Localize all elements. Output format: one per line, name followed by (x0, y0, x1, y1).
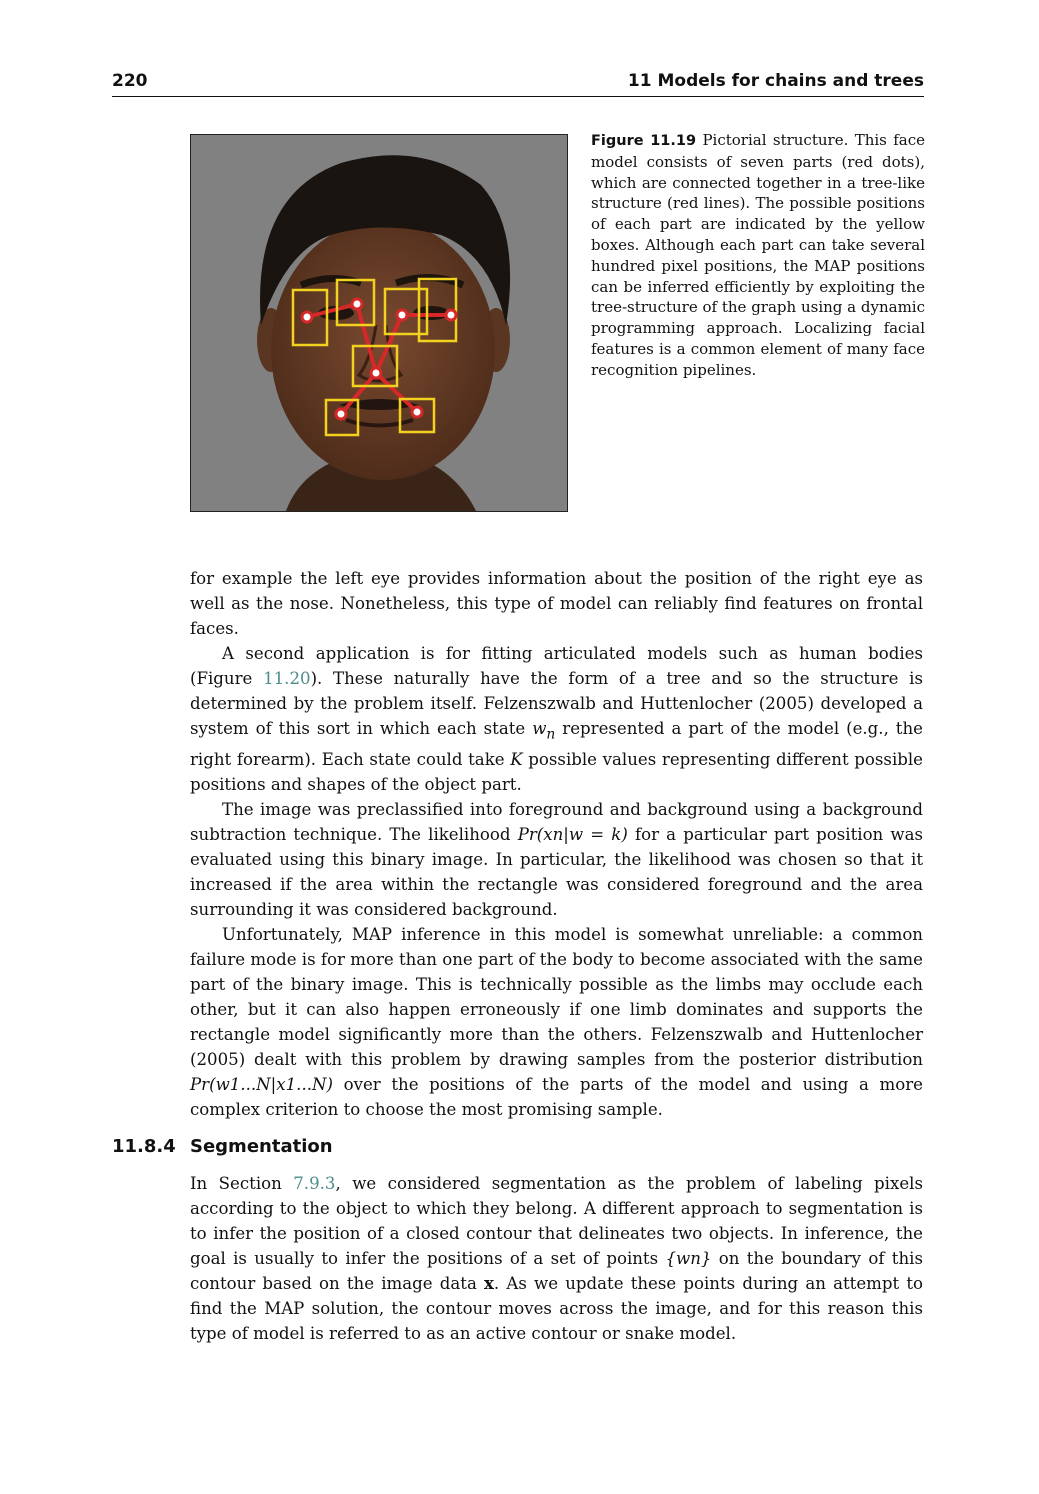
s1-text-b: , we considered segmentation as the problem of labeling pixels according to the object to which they belong. A different approach to segmentation is to infer the position of a closed contour that delineates two objects. In inference, the goal is usually to infer the positions of a set of points (190, 1174, 923, 1268)
s1-text-c: on the boundary of this contour based on the image data (190, 1249, 923, 1293)
figure-caption-text: Pictorial structure. This face model consists of seven parts (red dots), which are connected together in a tree-like structure (red lines). The possible positions of each part are indicated by the yellow boxes. Although each part can take several hundred pixel positions, the MAP positions can be inferred efficiently by exploiting the tree-structure of the graph using a dynamic programming approach. Localizing facial features is a common element of many face recognition pipelines. (591, 131, 925, 379)
dot-right-eye-outer (446, 310, 456, 320)
figure-face-pictorial-structure (190, 134, 568, 512)
paragraph-4 (190, 922, 923, 1122)
page-number: 220 (112, 71, 148, 91)
dot-left-eye-outer (302, 312, 312, 322)
math-w: w (532, 719, 547, 738)
dot-right-eye-inner (397, 310, 407, 320)
figure-label: Figure 11.19 (591, 133, 697, 149)
math-posterior: Pr(w1...N|x1...N) (190, 1075, 333, 1095)
p4-text-a: Unfortunately, MAP inference in this model is somewhat unreliable: a common failure mode is for more than one part of the body to become associated with the same part of the binary image. This is technically possible as the limbs may occlude each other, but it can also happen erroneously if one limb dominates and supports the rectangle model significantly more than the others. Felzenszwalb and Huttenlocher (2005) dealt with this problem by drawing samples from the posterior distribution (190, 925, 923, 1070)
dot-left-eye-inner (352, 299, 362, 309)
running-head (112, 68, 924, 97)
s1-text-d: . As we update these points during an attempt to find the MAP solution, the contour moves across the image, and for this reason this type of model is referred to as an active contour or snake model. (190, 1274, 923, 1343)
section-heading (112, 1136, 333, 1157)
section-number: 11.8.4 (112, 1136, 176, 1157)
p3-text-b: for a particular part position was evaluated using this binary image. In particular, the likelihood was chosen so that it increased if the area within the rectangle was considered foreground and the area surrounding it was considered background. (190, 825, 923, 920)
figure-caption (591, 130, 925, 381)
math-x: x (484, 1273, 494, 1293)
math-w-n (532, 719, 556, 743)
math-K: K (510, 750, 523, 770)
dot-mouth-left (336, 409, 346, 419)
p2-text-c: represented a part of the model (e.g., the right forearm). Each state could take (190, 719, 923, 770)
math-sub-n: n (546, 726, 556, 743)
section-ref-7-9-3-link[interactable]: 7.9.3 (293, 1174, 336, 1193)
face-illustration (191, 135, 567, 511)
p2-text-b: ). These naturally have the form of a tree and so the structure is determined by the problem itself. Felzenszwalb and Huttenlocher (2005) developed a system of this sort in which each state (190, 669, 923, 738)
p2-text-d: possible values representing different possible positions and shapes of the object part. (190, 750, 923, 795)
p3-text-a: The image was preclassified into foreground and background using a background subtraction technique. The likelihood (190, 800, 923, 845)
chapter-title: 11 Models for chains and trees (627, 71, 924, 91)
dot-mouth-right (412, 407, 422, 417)
section-paragraph-1 (190, 1171, 923, 1346)
math-likelihood: Pr(xn|w = k) (517, 825, 628, 845)
p4-text-b: over the positions of the parts of the model and using a more complex criterion to choose the most promising sample. (190, 1075, 923, 1120)
paragraph-2 (190, 641, 923, 797)
section-text (190, 1171, 923, 1346)
face-skin (271, 220, 495, 480)
s1-text-a: In Section (190, 1174, 294, 1193)
p2-text-a: A second application is for fitting articulated models such as human bodies (Figure (190, 644, 923, 688)
section-title: Segmentation (190, 1136, 333, 1157)
main-text (190, 566, 923, 1122)
figure-ref-11-20-link[interactable]: 11.20 (263, 669, 311, 688)
paragraph-1: for example the left eye provides information about the position of the right eye as well as the nose. Nonetheless, this type of model can reliably find features on frontal faces. (190, 569, 923, 638)
dot-nose (371, 368, 381, 378)
paragraph-3 (190, 797, 923, 922)
math-wn-set: {wn} (665, 1249, 712, 1268)
